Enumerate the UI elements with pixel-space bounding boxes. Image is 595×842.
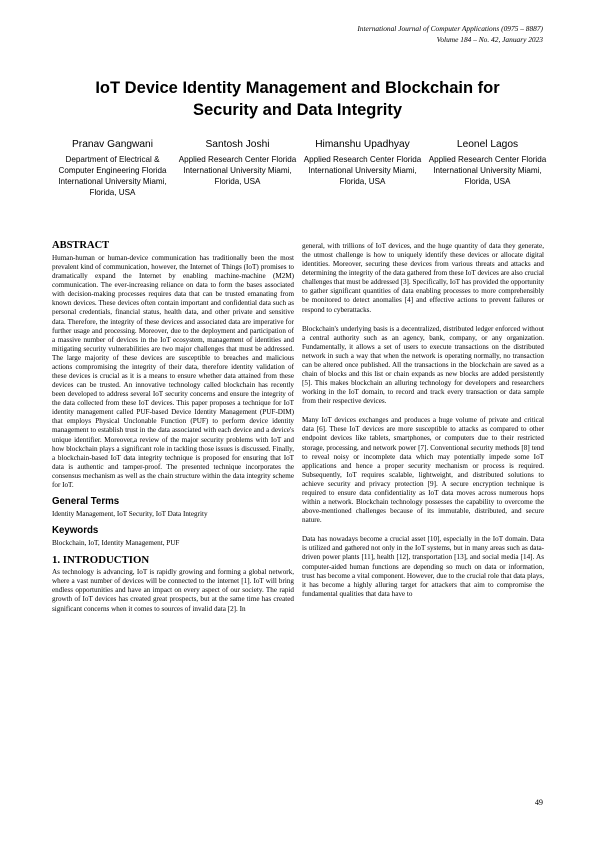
general-terms-text: Identity Management, IoT Security, IoT Data Integrity — [52, 510, 208, 519]
author-name: Pranav Gangwani — [72, 139, 153, 150]
introduction-paragraph: As technology is advancing, IoT is rapidly growing and forming a global network, where a vast number of devices will be connected to the internet [1]. IoT will bring endless opportunities and have an impact on every aspect of our society. The rapid growth of IoT devices has created great prospects, but at the same time has created significant concerns when it comes to sources of invalid data [2]. In — [52, 568, 294, 613]
general-terms-heading: General Terms — [52, 496, 120, 508]
author-affiliation: Applied Research Center Florida International University Miami, Florida, USA — [303, 155, 422, 186]
left-column — [52, 240, 294, 624]
abstract-text: Human-human or human-device communication has traditionally been the most prevalent kind of communication, however, the Internet of Things (IoT) promises to dramatically expand the Internet by enabling machine-machine (M2M) communication. The ever-increasing reliance on data to form the bases associated with decision-making processes requires data that can be trusted emanating from known devices. These devices often contain important and confidential data such as personal credentials, financial status, health data, and other private and sensitive data. Therefore, the integrity of these devices and associated data are imperative for further usage and processing. Moreover, due to the deployment and participation of a massive number of devices in the IoT ecosystem, management of identities and mitigating security vulnerabilities are two major challenges that must be addressed. The large majority of these devices are susceptible to breaches and malicious actions compromising the integrity of their data, therefore identity validation of these devices is crucial as it is a means to ensure whether data attained from these devices can be trusted. An innovative technology called blockchain has recently been developed to address several IoT security concerns and ensure the integrity of the data collected from these IoT devices. This paper proposes a technique for IoT identity management called PUF-based Device Identity Management (PUF-DIM) that employs Physical Unclonable Function (PUF) to perform device identity management to establish trust in the data associated with each device and a device's unique identifier. Moreover,a review of the major security problems with IoT and how blockchain plays a significant role in tackling those issues is discussed. Finally, a blockchain-based IoT data integrity technique is proposed for ensuring that IoT data is authentic and tamper-proof. The presented technique incorporates the consensus mechanism as well as the chain structure within the data integrity scheme for IoT. — [52, 254, 294, 489]
keywords-text: Blockchain, IoT, Identity Management, PUF — [52, 539, 180, 548]
journal-volume: Volume 184 – No. 42, January 2023 — [436, 34, 543, 44]
keywords-heading: Keywords — [52, 525, 99, 537]
introduction-heading: 1. INTRODUCTION — [52, 554, 150, 567]
author-affiliation: Applied Research Center Florida International University Miami, Florida, USA — [428, 155, 547, 186]
body-paragraph: Blockchain's underlying basis is a decentralized, distributed ledger enforced without a central authority such as an agency, bank, company, or any organization. Fundamentally, it allows a set of users to execute transactions on the distributed network in such a way that when the network is operating normally, no transaction can be altered once published. All the transactions in the blockchain are saved as a chain of blocks and this list or chain expands as new blocks are added persistently [5]. This makes blockchain an alluring technology for developers and researchers working in the IoT domain, to record and track every transaction or data sample from their respective devices. — [302, 324, 544, 406]
author-affiliation: Applied Research Center Florida International University Miami, Florida, USA — [178, 155, 297, 186]
author-name: Santosh Joshi — [205, 139, 270, 150]
paper-title — [40, 77, 555, 121]
abstract-heading: ABSTRACT — [52, 240, 110, 251]
author-affiliation: Department of Electrical & Computer Engineering Florida International University Miami, Florida, USA — [58, 155, 167, 197]
body-paragraph: general, with trillions of IoT devices, and the huge quantity of data they generate, the utmost challenge is how to uniquely identify these devices or allocate digital identities. Moreover, securing these devices from various threats and attacks and determining the integrity of the data gathered from these IoT devices are also crucial challenges that must be addressed [3]. Specifically, IoT has provided the opportunity to gather significant quantities of data enabling processes to more comprehensibly be monitored to detect anomalies [4] and effective actions to prevent failures or respond to cyberattacks. — [302, 242, 544, 314]
paper-title-line-2: Security and Data Integrity — [192, 101, 403, 119]
page-number: 49 — [534, 798, 543, 807]
paper-title-line-1: IoT Device Identity Management and Blockchain for — [95, 79, 500, 97]
author-name: Leonel Lagos — [456, 139, 519, 150]
author-list — [50, 138, 550, 198]
journal-name: International Journal of Computer Applications (0975 – 8887) — [357, 24, 543, 33]
body-paragraph: Many IoT devices exchanges and produces a huge volume of private and critical data [6]. These IoT devices are more susceptible to attacks as compared to other endpoint devices like tablets, smartphones, or computers due to their restricted storage, processing, and network power [7]. Conventional security methods [8] tend to reveal noisy or incomplete data which may potentially impede some IoT applications and hence a proper security mechanism or process is required. Subsequently, IoT requires scalable, lightweight, and distributed solutions to achieve security and privacy protection [9]. A secure encryption technique is required to ensure data confidentiality as IoT data moves across numerous hops within a network. Blockchain technology possesses the capability to overcome the above-mentioned challenges because of its immutable, distributed, and secure nature. — [302, 416, 544, 525]
author-name: Himanshu Upadhyay — [315, 139, 410, 150]
author-block — [300, 138, 425, 198]
author-block — [175, 138, 300, 198]
author-block — [50, 138, 175, 198]
body-paragraph: Data has nowadays become a crucial asset [10], especially in the IoT domain. Data is utilized and gathered not only in the IoT systems, but in many areas such as data-driven power plants [11], health [12], transportation [13], and social media [14]. As computer-aided human functions are depending so much on data or information, trust has become a vital component. However, due to the crucial role that data plays, it has become a highly alluring target for attackers that aim to compromise the fundamental qualities that data have to — [302, 535, 544, 598]
author-block — [425, 138, 550, 198]
journal-header — [357, 24, 543, 45]
right-column — [302, 242, 544, 609]
